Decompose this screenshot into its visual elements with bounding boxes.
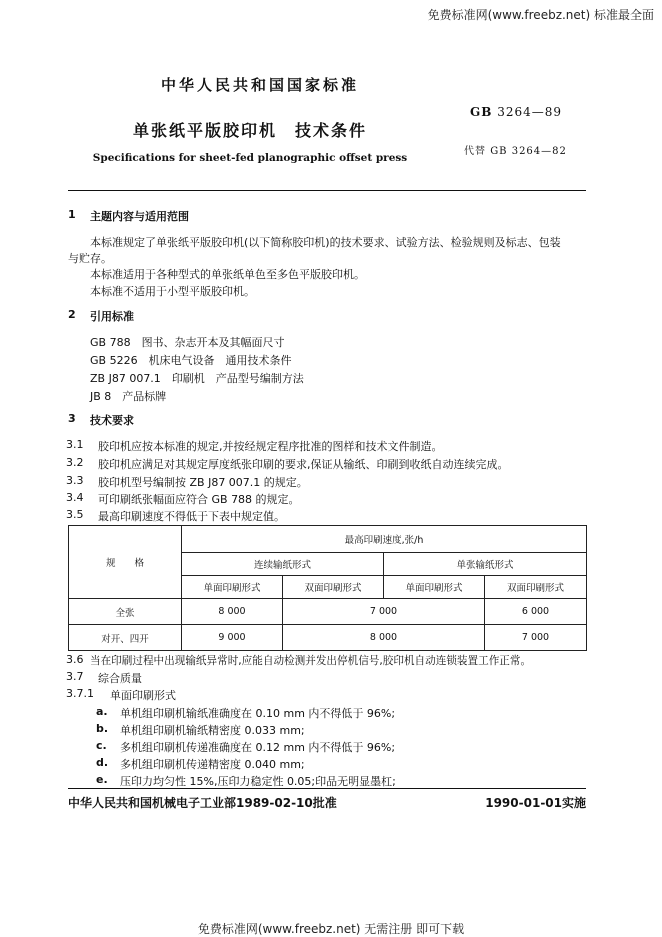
section-1-para-2: 本标准适用于各种型式的单张纸单色至多色平版胶印机。 [90,268,365,281]
gb-number [470,105,562,119]
table-header-double-side: 双面印刷形式 [283,576,384,599]
max-print-speed-table [68,525,587,651]
section-1-para-1-line-2: 与贮存。 [68,252,112,265]
table-header-double-side: 双面印刷形式 [485,576,587,599]
reference-title: 机床电气设备 通用技术条件 [148,354,292,367]
clause-number: 3.3 [66,474,84,487]
clause-number: 3.5 [66,508,84,521]
table-cell: 7 000 [485,625,587,651]
effective-date: 1990-01-01实施 [485,796,586,810]
sub-clause-text: 多机组印刷机传递精密度 0.040 mm; [120,758,305,771]
table-cell: 7 000 [283,599,485,625]
table-header-single-feed: 单张输纸形式 [384,553,587,576]
table-header-single-side: 单面印刷形式 [182,576,283,599]
section-2-number: 2 [68,308,76,321]
document-title-zh: 单张纸平版胶印机 技术条件 [132,121,367,140]
sub-clause-text: 压印力均匀性 15%,压印力稳定性 0.05;印品无明显墨杠; [120,775,396,788]
sub-clause-text: 单机组印刷机输纸准确度在 0.10 mm 内不得低于 96%; [120,707,396,720]
table-cell: 6 000 [485,599,587,625]
reference-title: 图书、杂志开本及其幅面尺寸 [141,336,285,349]
standard-category-title: 中华人民共和国国家标准 [160,76,359,94]
clause-text: 最高印刷速度不得低于下表中规定值。 [98,510,285,523]
reference-code: GB 788 [90,336,131,349]
section-1-para-3: 本标准不适用于小型平版胶印机。 [90,285,255,298]
reference-item [90,352,292,368]
sub-clause-text: 单机组印刷机输纸精密度 0.033 mm; [120,724,305,737]
replaces-code: GB 3264—82 [490,146,567,157]
section-1-number: 1 [68,208,76,221]
clause-number: 3.7 [66,670,84,683]
clause-text: 综合质量 [98,672,142,685]
section-2-title: 引用标准 [90,310,134,323]
gb-prefix: GB [470,105,493,119]
row-label: 对开、四开 [69,625,182,651]
sub-clause-letter: a. [96,705,108,718]
row-label: 全张 [69,599,182,625]
gb-code: 3264—89 [497,105,563,119]
header-divider [68,190,586,191]
table-header-speed: 最高印刷速度,张/h [182,526,587,553]
table-row [69,625,587,651]
reference-code: ZB J87 007.1 [90,372,161,385]
sub-clause-letter: b. [96,722,109,735]
table-header-continuous-feed: 连续输纸形式 [182,553,384,576]
clause-text: 胶印机应按本标准的规定,并按经规定程序批准的图样和技术文件制造。 [98,440,443,453]
table-cell: 8 000 [283,625,485,651]
reference-title: 产品标牌 [122,390,167,403]
reference-item [90,388,166,404]
bottom-banner: 免费标准网(www.freebz.net) 无需注册 即可下载 [197,922,465,936]
footer-divider [68,788,586,789]
clause-text: 胶印机应满足对其规定厚度纸张印刷的要求,保证从输纸、印刷到收纸自动连续完成。 [98,458,509,471]
sub-clause-text: 多机组印刷机传递准确度在 0.12 mm 内不得低于 96%; [120,741,396,754]
clause-number: 3.7.1 [66,687,94,700]
table-row [69,599,587,625]
clause-text: 胶印机型号编制按 ZB J87 007.1 的规定。 [98,476,308,489]
sub-clause-letter: d. [96,756,109,769]
section-3-number: 3 [68,412,76,425]
reference-code: JB 8 [90,390,112,403]
clause-number: 3.2 [66,456,84,469]
reference-code: GB 5226 [90,354,138,367]
table-header-single-side: 单面印刷形式 [384,576,485,599]
table-cell: 8 000 [182,599,283,625]
approval-date: 中华人民共和国机械电子工业部1989-02-10批准 [68,796,337,810]
top-banner: 免费标准网(www.freebz.net) 标准最全面 [427,8,654,22]
clause-text: 可印刷纸张幅面应符合 GB 788 的规定。 [98,493,300,506]
table-cell: 9 000 [182,625,283,651]
document-title-en: Specifications for sheet-fed planographic offset press [92,152,408,164]
section-1-title: 主题内容与适用范围 [90,210,189,223]
reference-item [90,334,285,350]
clause-number: 3.4 [66,491,84,504]
clause-text: 当在印刷过程中出现输纸异常时,应能自动检测并发出停机信号,胶印机自动连锁装置工作正常。 [90,655,532,667]
reference-item [90,370,304,386]
clause-text: 单面印刷形式 [110,689,176,702]
sub-clause-letter: e. [96,773,108,786]
reference-title: 印刷机 产品型号编制方法 [171,372,304,385]
clause-number: 3.6 [66,653,84,666]
section-3-title: 技术要求 [90,414,134,427]
clause-number: 3.1 [66,438,84,451]
replaces-label: 代替 [464,146,486,157]
sub-clause-letter: c. [96,739,107,752]
section-1-para-1-line-1: 本标准规定了单张纸平版胶印机(以下简称胶印机)的技术要求、试验方法、检验规则及标志、包装 [90,236,561,249]
table-header-spec: 规 格 [69,526,182,599]
